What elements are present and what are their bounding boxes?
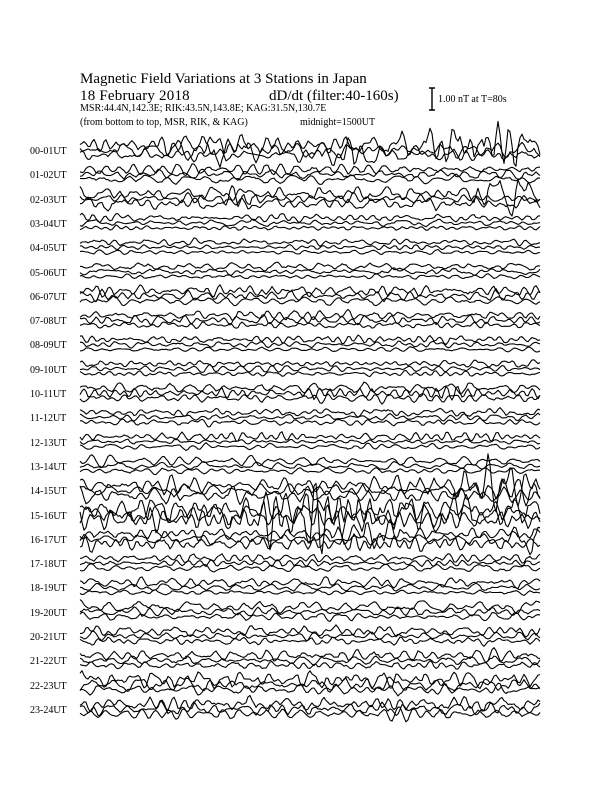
trace-msr-17-18UT (80, 564, 540, 572)
component-label: dD/dt (269, 88, 304, 104)
station-coordinates: MSR:44.4N,142.3E; RIK:43.5N,143.8E; KAG:31.5N,130.7E (80, 103, 327, 114)
trace-kag-15-16UT (80, 492, 540, 525)
trace-msr-09-10UT (80, 371, 540, 377)
hour-label: 15-16UT (30, 510, 67, 522)
trace-rik-03-04UT (80, 219, 540, 226)
hour-label: 23-24UT (30, 704, 67, 716)
hour-label: 06-07UT (30, 291, 67, 303)
trace-kag-13-14UT (80, 455, 540, 468)
trace-rik-02-03UT (80, 186, 540, 207)
midnight-note: midnight=1500UT (300, 117, 376, 128)
hour-label: 18-19UT (30, 583, 67, 595)
hour-label: 03-04UT (30, 218, 67, 230)
trace-kag-11-12UT (80, 408, 540, 418)
hour-label: 11-12UT (30, 413, 67, 425)
chart-title: Magnetic Field Variations at 3 Stations in Japan (80, 71, 367, 87)
trace-msr-18-19UT (80, 590, 540, 595)
scale-bar (429, 88, 435, 110)
hour-label: 10-11UT (30, 389, 67, 400)
trace-msr-19-20UT (80, 612, 540, 621)
hour-label: 20-21UT (30, 632, 67, 643)
trace-msr-05-06UT (80, 274, 540, 279)
hour-label: 00-01UT (30, 146, 67, 157)
trace-kag-01-02UT (80, 164, 540, 176)
trace-kag-04-05UT (80, 238, 540, 247)
hour-label: 02-03UT (30, 194, 67, 206)
trace-msr-22-23UT (80, 683, 540, 696)
scale-bar-label: 1.00 nT at T=80s (438, 94, 507, 105)
hour-label: 12-13UT (30, 437, 67, 449)
trace-msr-13-14UT (80, 468, 540, 475)
trace-msr-12-13UT (80, 443, 540, 451)
hour-label: 14-15UT (30, 486, 67, 498)
chart-date: 18 February 2018 (80, 88, 190, 104)
trace-kag-09-10UT (80, 360, 540, 367)
trace-rik-01-02UT (80, 169, 540, 180)
hour-label: 13-14UT (30, 461, 67, 473)
hour-label: 16-17UT (30, 534, 67, 546)
hour-label: 21-22UT (30, 656, 67, 668)
hour-label: 08-09UT (30, 340, 67, 352)
trace-rik-11-12UT (80, 413, 540, 421)
trace-kag-10-11UT (80, 382, 540, 394)
hour-label: 19-20UT (30, 607, 67, 619)
trace-kag-06-07UT (80, 285, 540, 297)
trace-kag-07-08UT (80, 310, 540, 321)
hour-label: 22-23UT (30, 680, 67, 692)
trace-rik-05-06UT (80, 268, 540, 275)
station-order-note: (from bottom to top, MSR, RIK, & KAG) (80, 117, 248, 128)
hour-label: 07-08UT (30, 316, 67, 328)
trace-rik-04-05UT (80, 245, 540, 250)
hour-label: 17-18UT (30, 559, 67, 571)
trace-rik-09-10UT (80, 364, 540, 372)
trace-msr-03-04UT (80, 225, 540, 230)
trace-msr-20-21UT (80, 637, 540, 646)
trace-msr-15-16UT (80, 483, 540, 553)
hour-label: 04-05UT (30, 243, 67, 255)
hour-label: 09-10UT (30, 364, 67, 376)
trace-rik-17-18UT (80, 560, 540, 567)
hour-label: 01-02UT (30, 170, 67, 182)
trace-msr-04-05UT (80, 250, 540, 255)
trace-kag-12-13UT (80, 432, 540, 442)
filter-label: (filter:40-160s) (307, 88, 399, 104)
trace-rik-08-09UT (80, 341, 540, 348)
trace-kag-22-23UT (80, 671, 540, 689)
hour-label: 05-06UT (30, 267, 67, 279)
